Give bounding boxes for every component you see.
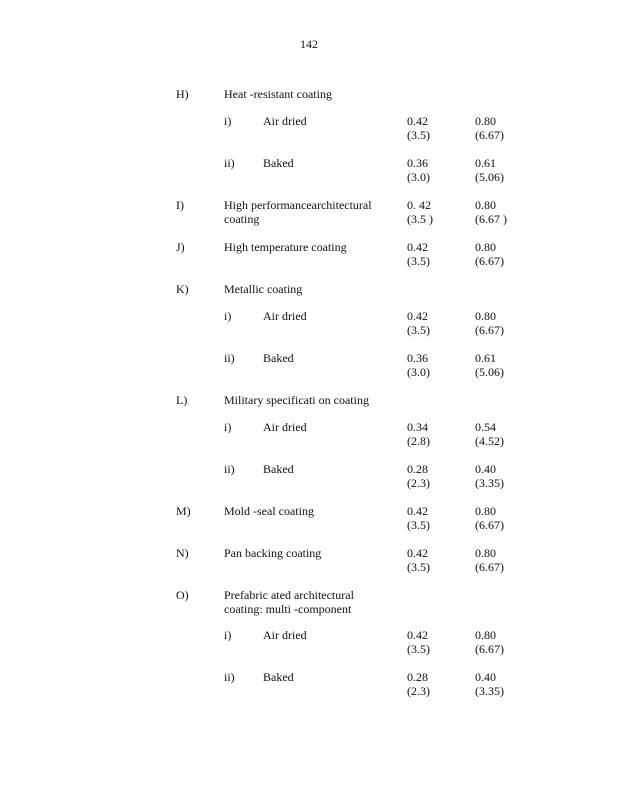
item-numeral: i) (224, 309, 232, 323)
item-label: Baked (263, 156, 294, 170)
value-col-2: 0.40 (3.35) (475, 670, 504, 698)
value-col-1: 0.36 (3.0) (407, 351, 430, 379)
section-title: High performancearchitectural coating (224, 198, 372, 226)
value-col-2: 0.61 (5.06) (475, 156, 504, 184)
section-title: High temperature coating (224, 240, 347, 254)
value-col-1: 0.42 (3.5) (407, 309, 430, 337)
item-numeral: ii) (224, 156, 235, 170)
value-col-1: 0.28 (2.3) (407, 462, 430, 490)
value-col-1: 0.42 (3.5) (407, 504, 430, 532)
value-col-2: 0.80 (6.67) (475, 240, 504, 268)
section-title: Heat -resistant coating (224, 87, 332, 101)
item-numeral: i) (224, 114, 232, 128)
section-letter: O) (176, 588, 189, 602)
value-col-1: 0.42 (3.5) (407, 240, 430, 268)
value-col-1: 0.36 (3.0) (407, 156, 430, 184)
section-letter: N) (176, 546, 189, 560)
value-col-2: 0.80 (6.67) (475, 114, 504, 142)
section-letter: K) (176, 282, 189, 296)
value-col-2: 0.80 (6.67) (475, 546, 504, 574)
item-label: Baked (263, 670, 294, 684)
section-letter: I) (176, 198, 184, 212)
value-col-1: 0. 42 (3.5 ) (407, 198, 433, 226)
value-col-2: 0.54 (4.52) (475, 420, 504, 448)
section-title: Mold -seal coating (224, 504, 314, 518)
section-letter: H) (176, 87, 189, 101)
item-label: Air dried (263, 114, 307, 128)
value-col-2: 0.80 (6.67) (475, 628, 504, 656)
value-col-1: 0.34 (2.8) (407, 420, 430, 448)
item-numeral: i) (224, 420, 232, 434)
value-col-1: 0.42 (3.5) (407, 114, 430, 142)
item-numeral: ii) (224, 462, 235, 476)
item-label: Air dried (263, 309, 307, 323)
value-col-2: 0.61 (5.06) (475, 351, 504, 379)
item-numeral: i) (224, 628, 232, 642)
section-letter: J) (176, 240, 185, 254)
value-col-2: 0.80 (6.67) (475, 309, 504, 337)
section-title: Military specificati on coating (224, 393, 369, 407)
value-col-1: 0.42 (3.5) (407, 546, 430, 574)
item-numeral: ii) (224, 351, 235, 365)
item-numeral: ii) (224, 670, 235, 684)
value-col-1: 0.28 (2.3) (407, 670, 430, 698)
section-letter: M) (176, 504, 191, 518)
item-label: Air dried (263, 420, 307, 434)
item-label: Baked (263, 462, 294, 476)
section-title: Pan backing coating (224, 546, 322, 560)
value-col-1: 0.42 (3.5) (407, 628, 430, 656)
value-col-2: 0.80 (6.67 ) (475, 198, 507, 226)
value-col-2: 0.40 (3.35) (475, 462, 504, 490)
section-title: Metallic coating (224, 282, 303, 296)
item-label: Baked (263, 351, 294, 365)
value-col-2: 0.80 (6.67) (475, 504, 504, 532)
section-title: Prefabric ated architectural coating: multi -component (224, 588, 354, 616)
section-letter: L) (176, 393, 188, 407)
page-number: 142 (300, 37, 318, 51)
item-label: Air dried (263, 628, 307, 642)
